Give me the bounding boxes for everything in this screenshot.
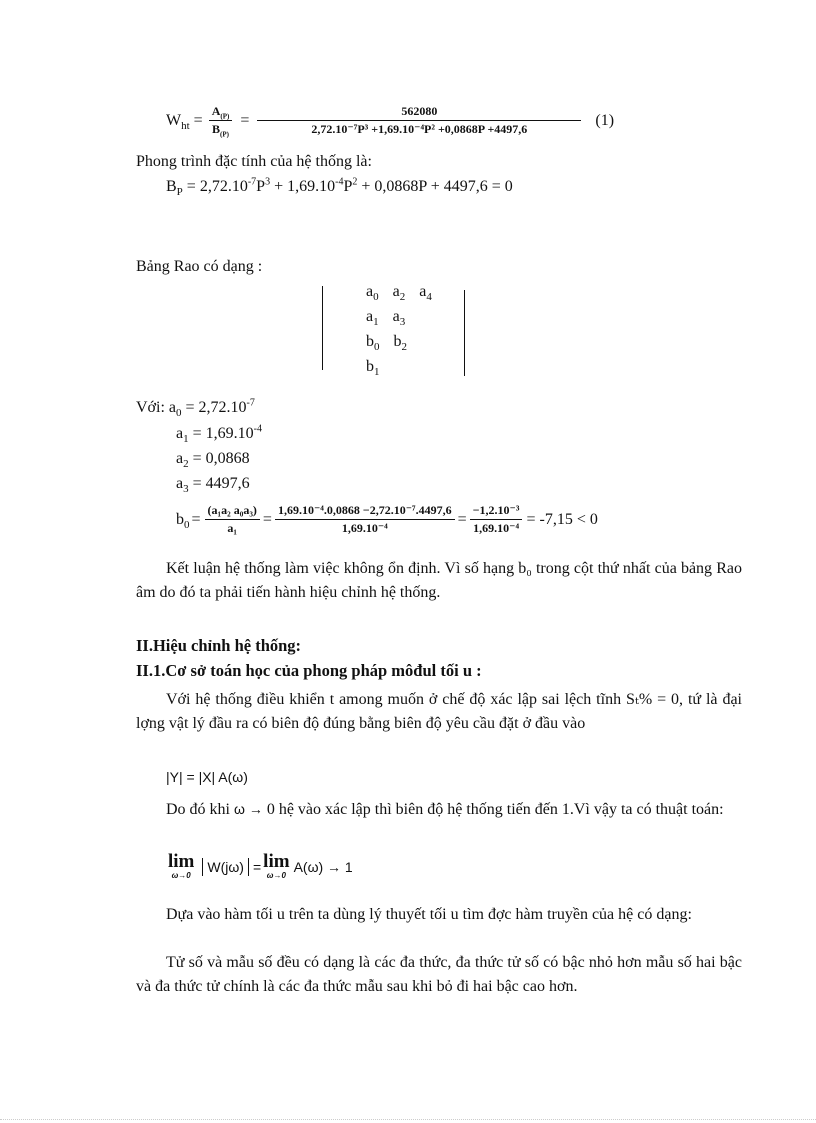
section-heading: II.Hiệu chỉnh hệ thống: xyxy=(136,636,302,655)
wht-symbol: W xyxy=(166,111,182,129)
conclusion-paragraph: Kết luận hệ thống làm việc không ổn định. Vì số hạng b₀ trong cột thứ nhất của bảng Rao âm do đó ta phải tiến hành hiệu chỉnh hệ thống. xyxy=(136,560,742,601)
coefficient-a2: $a_2 = 0,0868$ xyxy=(176,450,250,471)
b0-fraction-2: $\frac{\text{1,69.10⁻⁴.0,0868 −2,72.10⁻⁷.4497,6}}{\text{1,69.10⁻⁴}}$ xyxy=(275,503,455,536)
rao-row-1: $a_0$ $a_2$ $a_4$ xyxy=(366,283,432,304)
b-subscript: (P) xyxy=(220,130,229,139)
ab-fraction xyxy=(209,104,233,137)
b0-result: = -7,15 < 0 xyxy=(526,510,598,528)
b0-equation: $b_0$ = $\frac{\text{(a₁a₂ a₀a₃)}}{\text{a₁}}$ = $\frac{\text{1,69.10⁻⁴.0,0868 −2,72.10⁻⁷.4497,6}}{\text{1,69.10⁻⁴}}$ = $\frac{\text{−1,2.10⁻³}}{\text{1,69.10⁻⁴}}$ = -7,15 < 0 xyxy=(176,503,598,535)
coefficient-a0: Với: $a_0 = 2,72.10^{-7}$ xyxy=(136,397,255,420)
rao-table-intro: Bảng Rao có dạng : xyxy=(136,258,263,275)
rao-row-3: $b_0$ $b_2$ xyxy=(366,333,407,354)
main-denominator: 2,72.10⁻⁷P³ +1,69.10⁻⁴P² +0,0868P +4497,6 xyxy=(311,122,528,136)
rao-left-border xyxy=(322,286,323,370)
b0-fraction-1: $\frac{\text{(a₁a₂ a₀a₃)}}{\text{a₁}}$ xyxy=(205,503,260,536)
b0-fraction-3: $\frac{\text{−1,2.10⁻³}}{\text{1,69.10⁻⁴}}$ xyxy=(470,503,523,536)
b-symbol: B xyxy=(212,122,221,136)
equation-number: (1) xyxy=(595,111,615,129)
limit-equation: lim ω→0 W(jω) = lim ω→0 A(ω) → 1 xyxy=(168,851,353,880)
rao-row-4: $b_1$ xyxy=(366,358,380,379)
wht-subscript: ht xyxy=(181,119,190,132)
equals-sign: = xyxy=(240,111,250,129)
a-subscript: (P) xyxy=(220,112,230,121)
coefficient-a1: $a_1 = 1,69.10^{-4}$ xyxy=(176,423,262,446)
paragraph-1: Với hệ thống điều khiển t among muốn ở chế độ xác lập sai lệch tĩnh Sₜ% = 0, tứ là đại lợng vật lý đầu ra có biên độ đúng bằng biên độ yêu cầu đặt ở đầu vào xyxy=(136,691,742,732)
page-bottom-rule xyxy=(0,1119,816,1120)
char-equation-intro: Phong trình đặc tính của hệ thống là: xyxy=(136,153,372,170)
transfer-function-equation xyxy=(166,104,614,137)
main-numerator: 562080 xyxy=(257,104,581,121)
coefficient-a3: $a_3 = 4497,6$ xyxy=(176,475,250,496)
paragraph-2: Do đó khi ω → 0 hệ vào xác lập thì biên độ hệ thống tiến đến 1.Vì vậy ta có thuật toán: xyxy=(166,801,724,818)
equals-sign: = xyxy=(193,111,203,129)
rao-row-2: $a_1$ $a_3$ xyxy=(366,308,406,329)
magnitude-equation: |Y| = |X| A(ω) xyxy=(166,769,248,785)
omega-arrow: ω → xyxy=(234,801,263,817)
characteristic-equation: $B_P = 2,72.10^{-7}P^3 + 1,69.10^{-4}P^2 + 0,0868P + 4497,6 = 0$ xyxy=(166,176,513,199)
subsection-heading: II.1.Cơ sở toán học của phong pháp môđul tối u : xyxy=(136,661,482,680)
paragraph-4: Tử số và mẫu số đều có dạng là các đa thức, đa thức tử số có bậc nhỏ hơn mẫu số hai bậc và đa thức tử chính là các đa thức mẫu sau khi bỏ đi hai bậc cao hơn. xyxy=(136,954,742,995)
paragraph-3: Dựa vào hàm tối u trên ta dùng lý thuyết tối u tìm đợc hàm truyền của hệ có dạng: xyxy=(166,906,692,923)
a-symbol: A xyxy=(211,104,221,118)
main-fraction xyxy=(257,104,581,137)
rao-right-border xyxy=(464,290,465,376)
